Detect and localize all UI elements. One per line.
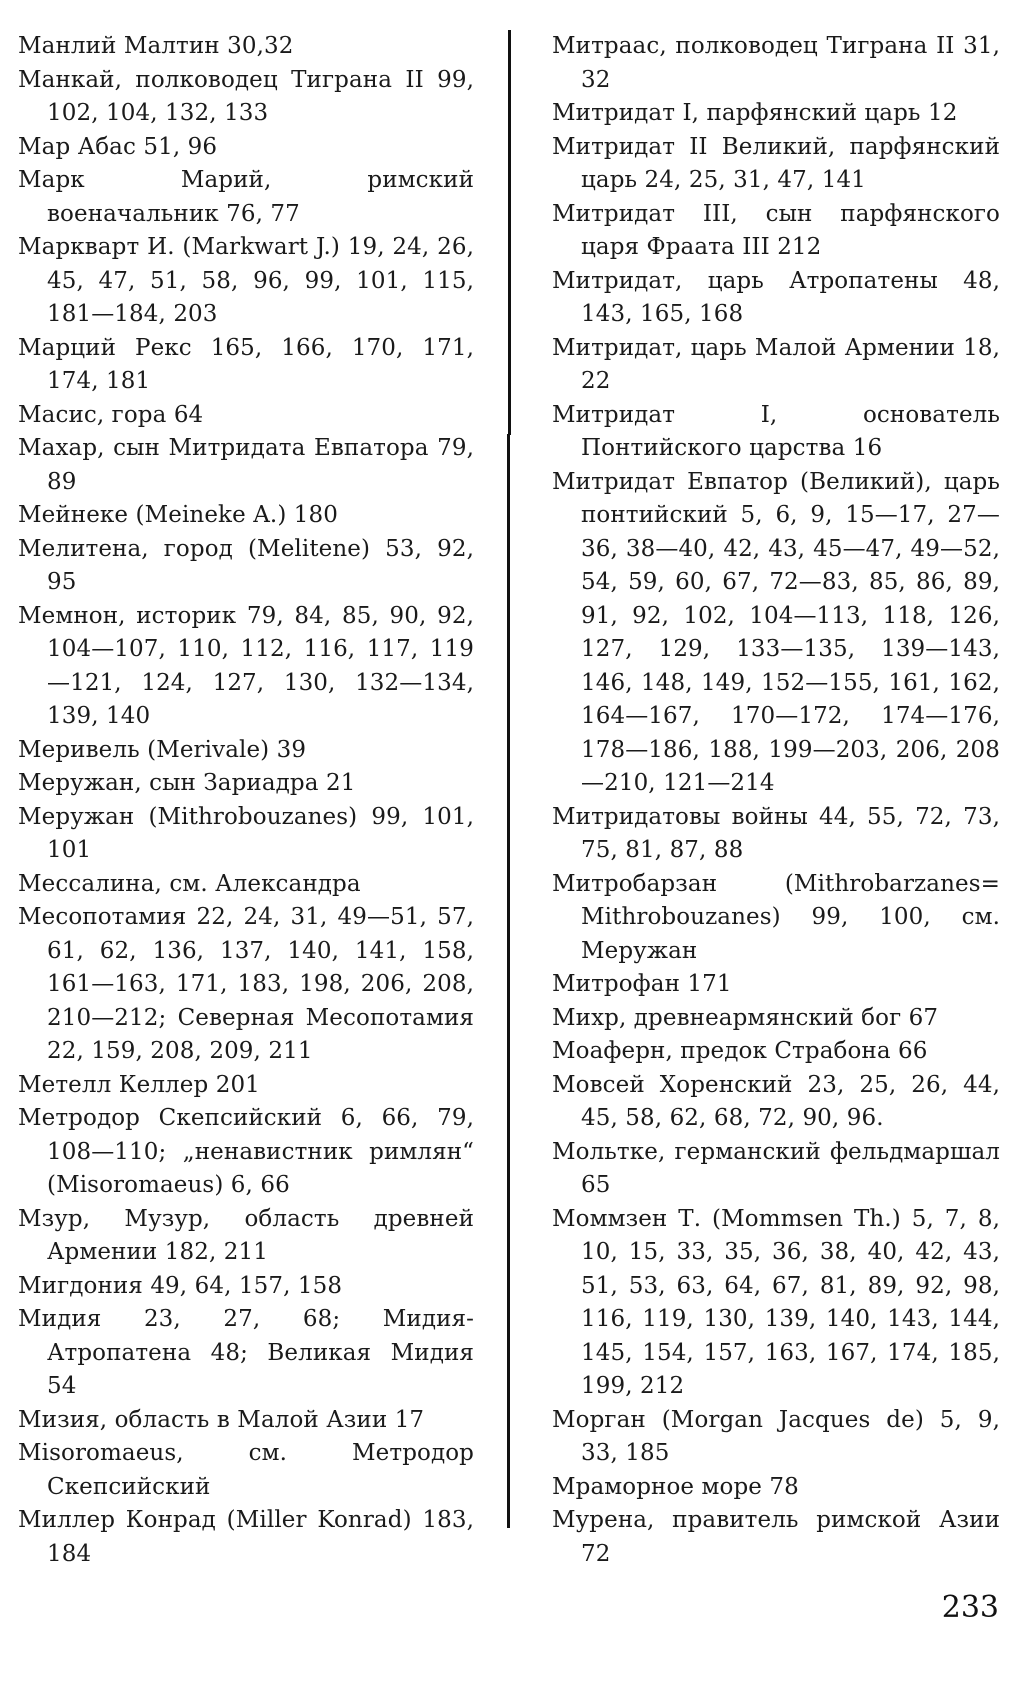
index-entry: Митридат Евпатор (Великий), царь понтийский 5, 6, 9, 15—17, 27—36, 38—40, 42, 43, 45—47, 49—52, 54, 59, 60, 67, 72—83, 85, 86, 89, 91, 92, 102, 104—113, 118, 126, 127, 129, 133—135, 139—143, 146, 148, 149, 152—155, 161, 162, 164—167, 170—172, 174—176, 178—186, 188, 199—203, 206, 208—210, 121—214 [552, 468, 1000, 796]
index-entry: Манкай, полководец Тиграна II 99, 102, 104, 132, 133 [18, 66, 474, 126]
index-entry: Меружан (Mithrobouzanes) 99, 101, 101 [18, 803, 474, 863]
index-entry: Масис, гора 64 [18, 401, 204, 428]
index-entry: Месопотамия 22, 24, 31, 49—51, 57, 61, 62, 136, 137, 140, 141, 158, 161—163, 171, 183, 198, 206, 208, 210—212; Северная Месопотамия 22, 159, 208, 209, 211 [18, 904, 474, 1064]
index-entry: Михр, древнеармянский бог 67 [552, 1004, 939, 1031]
index-entry: Мзур, Музур, область древней Армении 182, 211 [18, 1205, 474, 1265]
index-entry: Моаферн, предок Страбона 66 [552, 1038, 928, 1064]
index-entry: Митридат I, основатель Понтийского царства 16 [552, 401, 1000, 461]
index-column-right [552, 30, 1000, 1571]
index-entry: Misoromaeus, см. Метродор Скепсийский [18, 1440, 474, 1500]
index-entry: Меружан, сын Зариадра 21 [18, 770, 356, 796]
index-entry: Манлий Малтин 30,32 [18, 33, 294, 59]
index-entry: Метелл Келлер 201 [18, 1071, 260, 1098]
index-entry: Митрофан 171 [552, 971, 732, 997]
page-number: 233 [941, 1590, 999, 1625]
index-entry: Митробарзан (Mithrobarzanes= Mithrobouzanes) 99, 100, см. Меружан [552, 870, 1000, 964]
index-entry: Маркварт И. (Markwart J.) 19, 24, 26, 45, 47, 51, 58, 96, 99, 101, 115, 181—184, 203 [18, 234, 474, 327]
index-entry: Мессалина, см. Александра [18, 870, 361, 897]
index-entry: Митраас, полководец Тиграна II 31, 32 [552, 33, 1000, 93]
index-entry: Митридатовы войны 44, 55, 72, 73, 75, 81, 87, 88 [552, 803, 1000, 863]
index-entry: Моммзен Т. (Mommsen Th.) 5, 7, 8, 10, 15, 33, 35, 36, 38, 40, 42, 43, 51, 53, 63, 64, 67, 81, 89, 92, 98, 116, 119, 130, 139, 140, 143, 144, 145, 154, 157, 163, 167, 174, 185, 199, 212 [552, 1205, 1000, 1399]
index-entry: Мейнеке (Meineke A.) 180 [18, 502, 339, 528]
index-entry: Махар, сын Митридата Евпатора 79, 89 [18, 435, 474, 495]
index-entry: Марций Рекс 165, 166, 170, 171, 174, 181 [18, 334, 474, 394]
index-entry: Морган (Morgan Jacques de) 5, 9, 33, 185 [552, 1406, 1000, 1466]
index-entry: Мраморное море 78 [552, 1473, 799, 1500]
index-entry: Митридат, царь Малой Армении 18, 22 [552, 334, 1000, 394]
index-entry: Митридат II Великий, парфянский царь 24, 25, 31, 47, 141 [552, 133, 1000, 193]
index-entry: Мар Абас 51, 96 [18, 133, 218, 160]
index-entry: Марк Марий, римский военачальник 76, 77 [18, 167, 474, 227]
index-entry: Митридат I, парфянский царь 12 [552, 100, 958, 126]
index-column-left [18, 30, 474, 1571]
index-entry: Мемнон, историк 79, 84, 85, 90, 92, 104—107, 110, 112, 116, 117, 119—121, 124, 127, 130, 132—134, 139, 140 [18, 602, 474, 729]
index-entry: Миллер Конрад (Miller Konrad) 183, 184 [18, 1507, 474, 1567]
column-divider-top [508, 30, 511, 435]
index-entry: Меривель (Merivale) 39 [18, 736, 307, 763]
index-entry: Мольтке, германский фельдмаршал 65 [552, 1138, 1000, 1198]
index-entry: Мелитена, город (Melitene) 53, 92, 95 [18, 535, 474, 595]
index-entry: Мигдония 49, 64, 157, 158 [18, 1272, 343, 1299]
index-entry: Мовсей Хоренский 23, 25, 26, 44, 45, 58, 62, 68, 72, 90, 96. [552, 1071, 1000, 1131]
index-entry: Метродор Скепсийский 6, 66, 79, 108—110; „ненавистник римлян“ (Misoromaeus) 6, 66 [18, 1105, 474, 1198]
column-divider-bottom [507, 434, 510, 1528]
index-entry: Мурена, правитель римской Азии 72 [552, 1507, 1000, 1567]
index-entry: Митридат III, сын парфянского царя Фраата III 212 [552, 200, 1000, 260]
index-entry: Мизия, область в Малой Азии 17 [18, 1406, 425, 1433]
index-entry: Митридат, царь Атропатены 48, 143, 165, 168 [552, 267, 1000, 327]
index-entry: Мидия 23, 27, 68; Мидия-Атропатена 48; Великая Мидия 54 [18, 1306, 474, 1399]
